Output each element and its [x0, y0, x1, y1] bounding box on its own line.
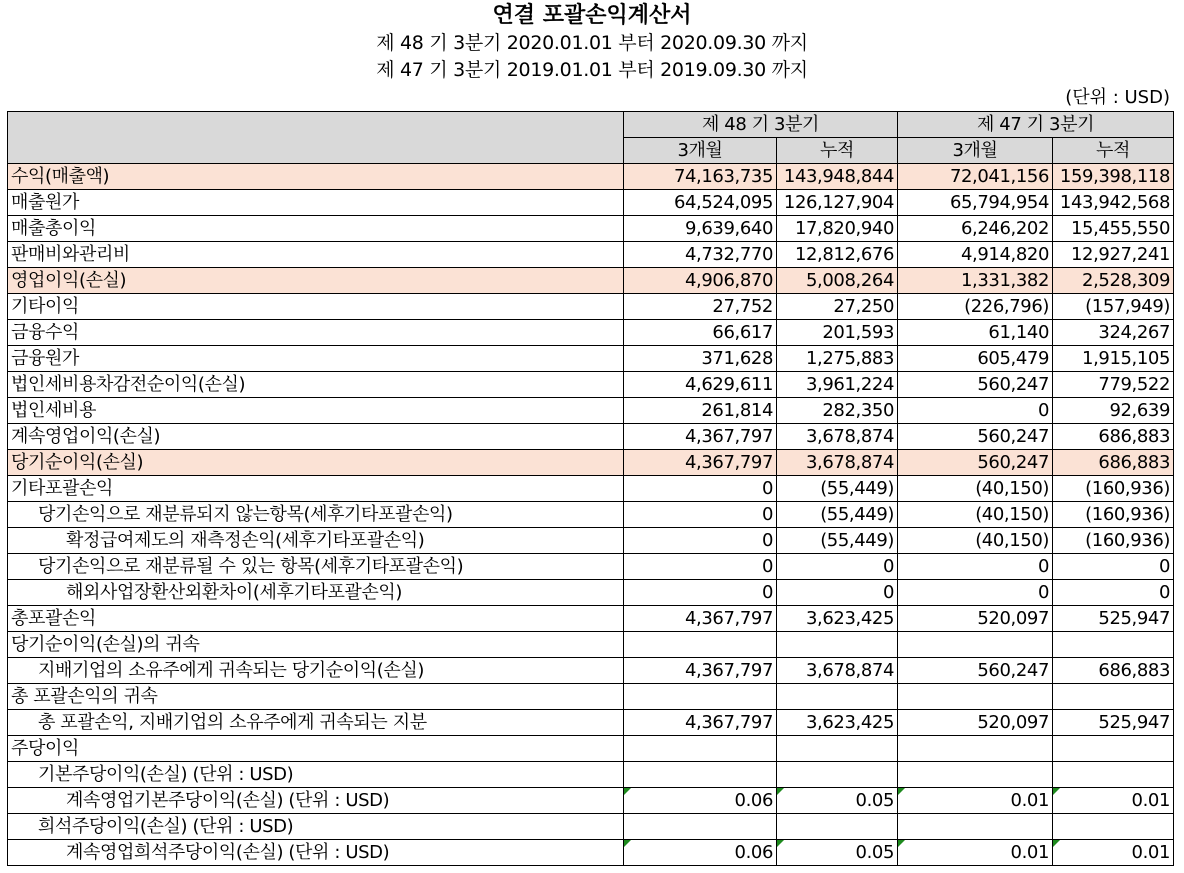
row-value: 0.01	[1053, 840, 1174, 866]
row-label: 법인세비용차감전순이익(손실)	[8, 372, 624, 398]
row-value: 324,267	[1053, 320, 1174, 346]
row-value: 520,097	[898, 710, 1053, 736]
row-value: 4,367,797	[624, 424, 777, 450]
header-prior-period: 제 47 기 3분기	[898, 112, 1174, 138]
table-row	[8, 164, 1174, 190]
row-label: 법인세비용	[8, 398, 624, 424]
table-row	[8, 242, 1174, 268]
row-label: 당기손익으로 재분류될 수 있는 항목(세후기타포괄손익)	[8, 554, 624, 580]
row-label: 주당이익	[8, 736, 624, 762]
row-label: 매출원가	[8, 190, 624, 216]
row-value: 5,008,264	[777, 268, 898, 294]
row-value: (55,449)	[777, 502, 898, 528]
table-row	[8, 632, 1174, 658]
row-label: 총 포괄손익, 지배기업의 소유주에게 귀속되는 지분	[8, 710, 624, 736]
row-value: 61,140	[898, 320, 1053, 346]
header-current-3m: 3개월	[624, 138, 777, 164]
row-value: 605,479	[898, 346, 1053, 372]
header-current-period: 제 48 기 3분기	[624, 112, 898, 138]
row-label: 총포괄손익	[8, 606, 624, 632]
row-value: 3,961,224	[777, 372, 898, 398]
row-value: 143,942,568	[1053, 190, 1174, 216]
row-value: 0	[898, 398, 1053, 424]
row-value: 1,331,382	[898, 268, 1053, 294]
header-current-cumulative: 누적	[777, 138, 898, 164]
row-value: 0.06	[624, 788, 777, 814]
table-row	[8, 294, 1174, 320]
row-value	[1053, 632, 1174, 658]
row-label: 당기순이익(손실)	[8, 450, 624, 476]
row-value	[898, 632, 1053, 658]
statement-header	[0, 0, 1184, 84]
row-value: 371,628	[624, 346, 777, 372]
row-value: 525,947	[1053, 710, 1174, 736]
row-value: 92,639	[1053, 398, 1174, 424]
row-value	[624, 684, 777, 710]
row-label: 총 포괄손익의 귀속	[8, 684, 624, 710]
row-label: 확정급여제도의 재측정손익(세후기타포괄손익)	[8, 528, 624, 554]
row-value: 560,247	[898, 658, 1053, 684]
row-value: 779,522	[1053, 372, 1174, 398]
table-row	[8, 268, 1174, 294]
table-row	[8, 502, 1174, 528]
row-value: 201,593	[777, 320, 898, 346]
row-label: 기본주당이익(손실) (단위 : USD)	[8, 762, 624, 788]
income-statement-table	[7, 111, 1174, 866]
row-value	[624, 632, 777, 658]
period-prior: 제 47 기 3분기 2019.01.01 부터 2019.09.30 까지	[376, 59, 808, 81]
row-value: 3,678,874	[777, 424, 898, 450]
row-value: (157,949)	[1053, 294, 1174, 320]
statement-title: 연결 포괄손익계산서	[492, 3, 692, 28]
table-row	[8, 710, 1174, 736]
row-value: 0	[624, 554, 777, 580]
table-row	[8, 528, 1174, 554]
row-value: 0	[624, 502, 777, 528]
row-value: 1,275,883	[777, 346, 898, 372]
row-value: 4,367,797	[624, 658, 777, 684]
row-value: 4,914,820	[898, 242, 1053, 268]
row-value: 0	[624, 476, 777, 502]
row-value	[624, 736, 777, 762]
table-body	[8, 164, 1174, 866]
row-value: 4,367,797	[624, 710, 777, 736]
row-value	[898, 814, 1053, 840]
row-value: 0	[777, 580, 898, 606]
row-value	[898, 736, 1053, 762]
table-row	[8, 346, 1174, 372]
unit-label: (단위 : USD)	[1065, 87, 1170, 108]
table-row	[8, 372, 1174, 398]
row-value: 0	[624, 528, 777, 554]
row-value: (40,150)	[898, 502, 1053, 528]
row-value: 66,617	[624, 320, 777, 346]
row-value: 0.01	[898, 840, 1053, 866]
table-row	[8, 684, 1174, 710]
row-value: 4,906,870	[624, 268, 777, 294]
header-prior-3m: 3개월	[898, 138, 1053, 164]
row-value: 0	[1053, 580, 1174, 606]
row-value: 17,820,940	[777, 216, 898, 242]
row-value	[777, 814, 898, 840]
row-value: 0.01	[898, 788, 1053, 814]
period-current: 제 48 기 3분기 2020.01.01 부터 2020.09.30 까지	[376, 32, 808, 54]
table-row	[8, 216, 1174, 242]
header-row-groups	[8, 112, 1174, 138]
table-row	[8, 580, 1174, 606]
row-value: 1,915,105	[1053, 346, 1174, 372]
table-row	[8, 320, 1174, 346]
row-value	[624, 814, 777, 840]
table-row	[8, 554, 1174, 580]
row-value: (226,796)	[898, 294, 1053, 320]
row-value: 520,097	[898, 606, 1053, 632]
row-value: 0.06	[624, 840, 777, 866]
row-value: 9,639,640	[624, 216, 777, 242]
row-label: 해외사업장환산외환차이(세후기타포괄손익)	[8, 580, 624, 606]
table-row	[8, 450, 1174, 476]
row-value: 3,623,425	[777, 606, 898, 632]
row-label: 판매비와관리비	[8, 242, 624, 268]
table-row	[8, 190, 1174, 216]
row-value: 4,367,797	[624, 450, 777, 476]
row-value: (160,936)	[1053, 476, 1174, 502]
row-value: 15,455,550	[1053, 216, 1174, 242]
row-value	[898, 684, 1053, 710]
row-value: 686,883	[1053, 450, 1174, 476]
row-value: 0	[624, 580, 777, 606]
row-label: 영업이익(손실)	[8, 268, 624, 294]
row-value	[777, 632, 898, 658]
row-value: 12,927,241	[1053, 242, 1174, 268]
table-row	[8, 606, 1174, 632]
row-label: 기타포괄손익	[8, 476, 624, 502]
row-label: 희석주당이익(손실) (단위 : USD)	[8, 814, 624, 840]
table-row	[8, 736, 1174, 762]
row-value: 27,752	[624, 294, 777, 320]
row-value: 12,812,676	[777, 242, 898, 268]
table-row	[8, 814, 1174, 840]
row-value: 3,623,425	[777, 710, 898, 736]
row-value	[898, 762, 1053, 788]
row-value: (55,449)	[777, 476, 898, 502]
row-label: 기타이익	[8, 294, 624, 320]
row-value: 6,246,202	[898, 216, 1053, 242]
row-value: 686,883	[1053, 424, 1174, 450]
row-value: 143,948,844	[777, 164, 898, 190]
row-value: 3,678,874	[777, 658, 898, 684]
row-value: 3,678,874	[777, 450, 898, 476]
row-label: 계속영업이익(손실)	[8, 424, 624, 450]
row-label: 수익(매출액)	[8, 164, 624, 190]
row-value	[777, 736, 898, 762]
row-value: (160,936)	[1053, 528, 1174, 554]
row-value: 65,794,954	[898, 190, 1053, 216]
row-value: 27,250	[777, 294, 898, 320]
row-value: 282,350	[777, 398, 898, 424]
row-label: 지배기업의 소유주에게 귀속되는 당기순이익(손실)	[8, 658, 624, 684]
row-label: 금융원가	[8, 346, 624, 372]
row-value: (40,150)	[898, 476, 1053, 502]
row-value: 74,163,735	[624, 164, 777, 190]
header-label-blank	[8, 112, 624, 164]
row-value	[777, 684, 898, 710]
row-value: 686,883	[1053, 658, 1174, 684]
table-row	[8, 476, 1174, 502]
row-label: 금융수익	[8, 320, 624, 346]
row-label: 당기순이익(손실)의 귀속	[8, 632, 624, 658]
row-value: 0.05	[777, 840, 898, 866]
row-value: (160,936)	[1053, 502, 1174, 528]
header-prior-cumulative: 누적	[1053, 138, 1174, 164]
row-value	[777, 762, 898, 788]
row-value	[1053, 814, 1174, 840]
row-value: 560,247	[898, 450, 1053, 476]
row-value	[1053, 736, 1174, 762]
row-value: 4,629,611	[624, 372, 777, 398]
table-header	[8, 112, 1174, 164]
table-row	[8, 840, 1174, 866]
row-value: 0	[898, 580, 1053, 606]
row-value: 0.01	[1053, 788, 1174, 814]
row-value	[1053, 762, 1174, 788]
row-label: 계속영업희석주당이익(손실) (단위 : USD)	[8, 840, 624, 866]
row-value	[624, 762, 777, 788]
row-label: 당기손익으로 재분류되지 않는항목(세후기타포괄손익)	[8, 502, 624, 528]
row-value: 525,947	[1053, 606, 1174, 632]
row-value: 2,528,309	[1053, 268, 1174, 294]
row-value: 64,524,095	[624, 190, 777, 216]
table-row	[8, 788, 1174, 814]
row-value: 0	[898, 554, 1053, 580]
row-value: 0	[1053, 554, 1174, 580]
row-value: 0	[777, 554, 898, 580]
table-row	[8, 762, 1174, 788]
row-value: 0.05	[777, 788, 898, 814]
row-value: (40,150)	[898, 528, 1053, 554]
row-value: 4,367,797	[624, 606, 777, 632]
row-label: 계속영업기본주당이익(손실) (단위 : USD)	[8, 788, 624, 814]
row-value	[1053, 684, 1174, 710]
table-row	[8, 658, 1174, 684]
row-value: 560,247	[898, 424, 1053, 450]
table-row	[8, 424, 1174, 450]
row-label: 매출총이익	[8, 216, 624, 242]
table-row	[8, 398, 1174, 424]
row-value: 560,247	[898, 372, 1053, 398]
row-value: 4,732,770	[624, 242, 777, 268]
row-value: (55,449)	[777, 528, 898, 554]
row-value: 72,041,156	[898, 164, 1053, 190]
row-value: 261,814	[624, 398, 777, 424]
row-value: 159,398,118	[1053, 164, 1174, 190]
row-value: 126,127,904	[777, 190, 898, 216]
